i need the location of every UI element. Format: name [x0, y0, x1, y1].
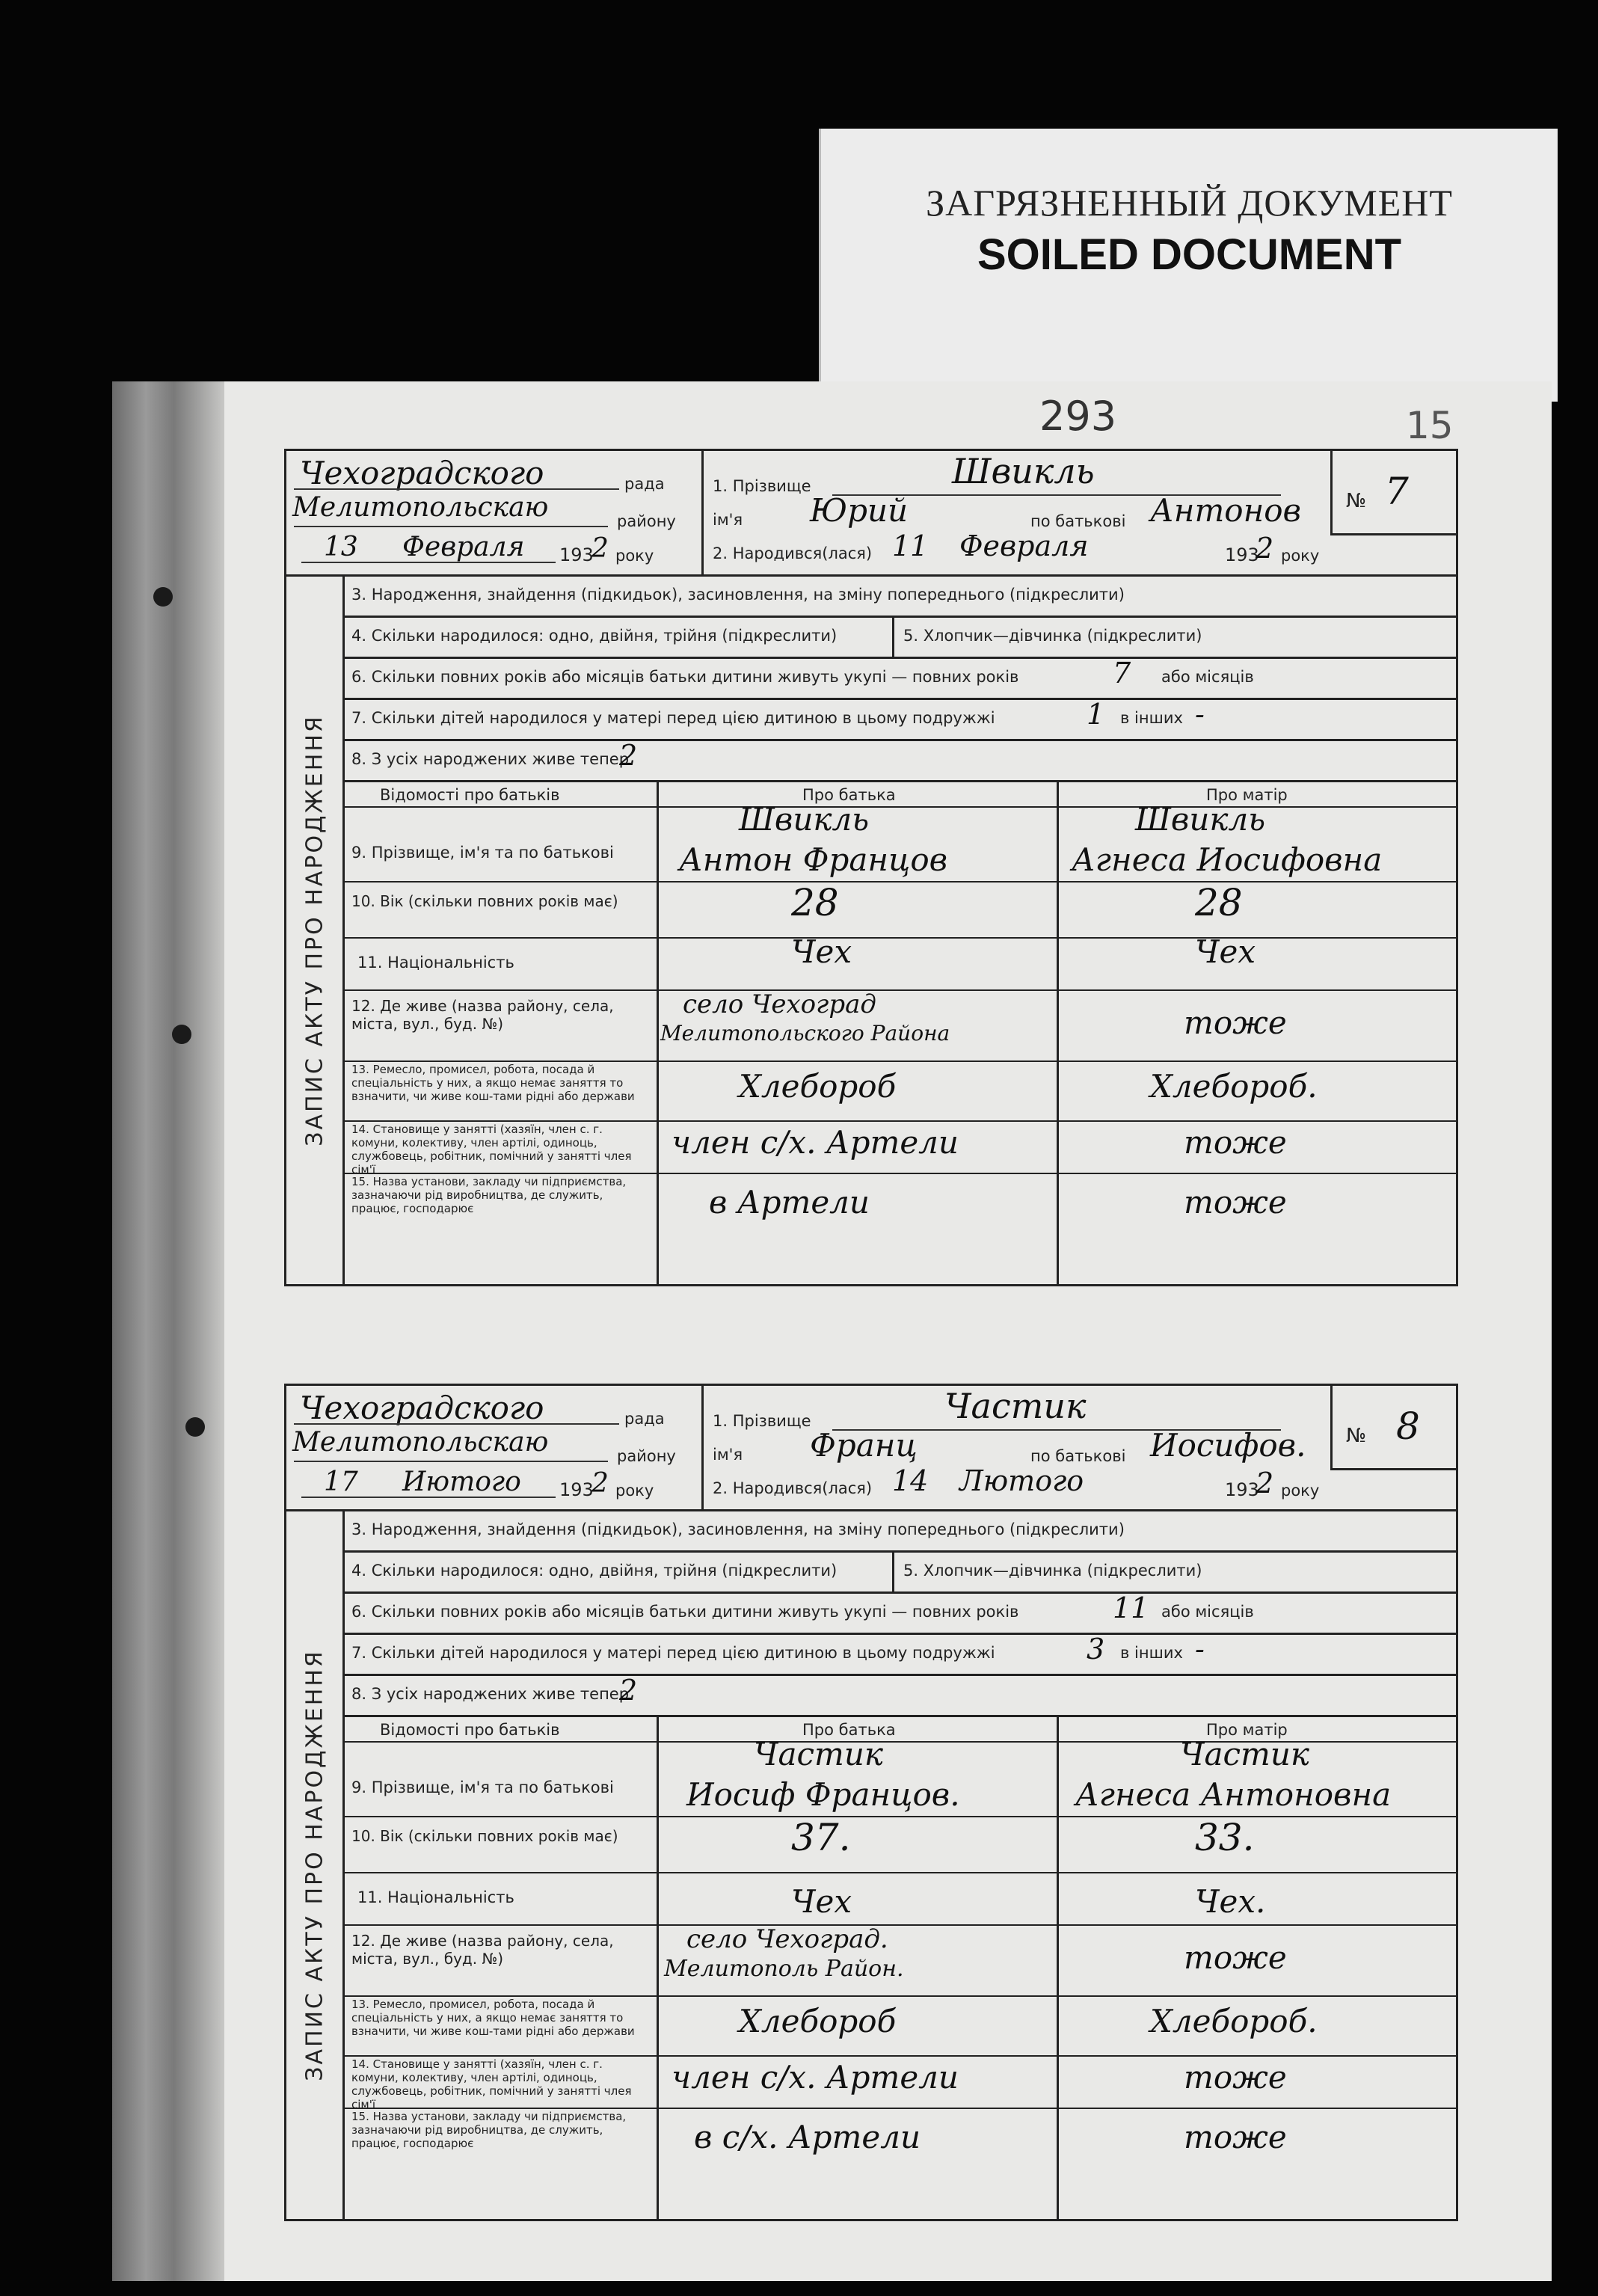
mother-age: 33.	[1195, 1816, 1255, 1859]
father-occupation: Хлебороб	[739, 2003, 897, 2039]
patronymic-label: по батькові	[1030, 1447, 1126, 1465]
father-status: член с/х. Артели	[672, 2059, 959, 2096]
number-sign: №	[1346, 490, 1367, 512]
birth-day: 11	[892, 530, 929, 562]
mother-status: тоже	[1184, 1124, 1287, 1161]
birth-day: 14	[892, 1464, 929, 1497]
soiled-label-english: SOILED DOCUMENT	[977, 230, 1402, 279]
mother-workplace: тоже	[1184, 2119, 1287, 2155]
born-label: 2. Народився(лася)	[713, 1479, 873, 1497]
council-name: Чехоградского	[300, 455, 544, 491]
roku-label: року	[615, 1482, 654, 1500]
roku-label: року	[1281, 547, 1320, 565]
child-name: Юрий	[810, 492, 909, 529]
children-other: -	[1195, 1633, 1205, 1666]
father-surname: Швикль	[739, 801, 870, 838]
district-name: Мелитопольскаю	[292, 1427, 549, 1458]
roku-label: року	[1281, 1482, 1320, 1500]
surname-label: 1. Прізвище	[713, 1412, 811, 1430]
years-together: 7	[1113, 657, 1131, 690]
father-workplace: в с/х. Артели	[694, 2119, 921, 2155]
row-3: 3. Народження, знайдення (підкидьок), засиновлення, на зміну попереднього (підкреслити)	[342, 574, 1456, 618]
mother-nationality: Чех.	[1195, 1883, 1266, 1920]
mother-surname: Частик	[1180, 1736, 1309, 1772]
birth-year-prefix: 193	[1225, 544, 1259, 565]
child-surname: Частик	[944, 1386, 1087, 1426]
number-sign: №	[1346, 1425, 1367, 1447]
father-surname: Частик	[754, 1736, 883, 1772]
rada-label: рада	[624, 475, 665, 493]
mother-occupation: Хлебороб.	[1150, 2003, 1318, 2039]
father-workplace: в Артели	[709, 1184, 870, 1221]
name-label: ім'я	[713, 1446, 743, 1464]
birth-record-form-2	[284, 1384, 1458, 2221]
patronymic-label: по батькові	[1030, 512, 1126, 530]
children-other: -	[1195, 698, 1205, 731]
row-3: 3. Народження, знайдення (підкидьок), засиновлення, на зміну попереднього (підкреслити)	[342, 1509, 1456, 1553]
name-label: ім'я	[713, 511, 743, 529]
soiled-document-label	[819, 129, 1558, 402]
mother-name: Агнеса Иосифовна	[1072, 841, 1383, 878]
raionu-label: району	[617, 512, 676, 530]
record-number: 8	[1396, 1405, 1420, 1448]
mother-status: тоже	[1184, 2059, 1287, 2096]
father-age: 37.	[791, 1816, 851, 1859]
birth-year-digit: 2	[1256, 532, 1274, 565]
record-number-box	[1330, 451, 1456, 535]
punch-hole	[185, 1417, 205, 1437]
registration-block	[286, 451, 704, 574]
registration-block	[286, 1386, 704, 1509]
father-residence-2: Мелитополь Район.	[664, 1956, 904, 1982]
children-before: 3	[1087, 1633, 1105, 1666]
mother-nationality: Чех	[1195, 933, 1256, 970]
punch-hole	[172, 1025, 191, 1044]
parents-table: Відомості про батьків Про батька Про матір 9. Прізвище, ім'я та по батькові Швикль Антон Францов Швикль Агнеса Иосифовна 10. Вік (скільки повних років має) 28 28 11. Національність Чех Чех 12. Де живе (назва району, села, міста, вул., буд. №) село Чехоград Мелитопольского Района тоже 13. Ремесло, промисел, робота, посада й спеціальність у них, а якщо немає заняття то взначити, чи живе кош-тами рідні або держави Хлебороб Хлебороб. 14. Становище у занятті (хазяїн, член с. г. комуни, колективу, член артілі, одиноць, службовець, робітник, помічний у занятті члея сім'ї член с/х. Артели тоже 15. Назва установи, закладу чи підприємства, зазначаючи рід виробництва, де служить, працює, господарює в Артели тоже	[342, 780, 1456, 1286]
mother-name: Агнеса Антоновна	[1075, 1776, 1392, 1813]
registration-year-prefix: 193	[559, 1479, 594, 1500]
registration-year-digit: 2	[591, 533, 609, 564]
father-residence-2: Мелитопольского Района	[660, 1021, 950, 1046]
binding-edge	[112, 381, 224, 2281]
rada-label: рада	[624, 1410, 665, 1428]
father-name: Антон Францов	[679, 841, 948, 878]
district-name: Мелитопольскаю	[292, 492, 549, 523]
side-title: ЗАПИС АКТУ ПРО НАРОДЖЕННЯ	[286, 574, 345, 1286]
child-patronymic: Иосифов.	[1150, 1427, 1306, 1464]
mother-workplace: тоже	[1184, 1184, 1287, 1221]
row-4-5: 4. Скільки народилося: одно, двійня, трійня (підкреслити) 5. Хлопчик—дівчинка (підкреслити)	[342, 1550, 1456, 1594]
father-residence-1: село Чехоград.	[686, 1924, 888, 1954]
father-age: 28	[791, 881, 839, 924]
registration-day: 13	[324, 532, 358, 562]
parents-table: Відомості про батьків Про батька Про матір 9. Прізвище, ім'я та по батькові Частик Иосиф Францов. Частик Агнеса Антоновна 10. Вік (скільки повних років має) 37. 33. 11. Національність Чех Чех. 12. Де живе (назва району, села, міста, вул., буд. №) село Чехоград. Мелитополь Район. тоже 13. Ремесло, промисел, робота, посада й спеціальність у них, а якщо немає заняття то взначити, чи живе кош-тами рідні або держави Хлебороб Хлебороб. 14. Становище у занятті (хазяїн, член с. г. комуни, колективу, член артілі, одиноць, службовець, робітник, помічний у занятті члея сім'ї член с/х. Артели тоже 15. Назва установи, закладу чи підприємства, зазначаючи рід виробництва, де служить, працює, господарює в с/х. Артели тоже	[342, 1715, 1456, 2221]
mother-residence: тоже	[1184, 1004, 1287, 1041]
row-7: 7. Скільки дітей народилося у матері перед цією дитиною в цьому подружжі 1 в інших -	[342, 698, 1456, 741]
corner-number: 15	[1406, 404, 1454, 447]
child-surname: Швикль	[952, 451, 1095, 491]
registration-year-prefix: 193	[559, 544, 594, 565]
roku-label: року	[615, 547, 654, 565]
children-before: 1	[1087, 698, 1105, 731]
row-8: 8. З усіх народжених живе тепер 2	[342, 739, 1456, 782]
record-header	[286, 451, 1456, 577]
born-label: 2. Народився(лася)	[713, 544, 873, 562]
row-7: 7. Скільки дітей народилося у матері перед цією дитиною в цьому подружжі 3 в інших -	[342, 1633, 1456, 1676]
father-nationality: Чех	[791, 933, 852, 970]
mother-surname: Швикль	[1135, 801, 1266, 838]
row-8: 8. З усіх народжених живе тепер 2	[342, 1674, 1456, 1717]
registration-month: Иютого	[402, 1467, 521, 1497]
father-residence-1: село Чехоград	[683, 989, 876, 1019]
record-number-box	[1330, 1386, 1456, 1470]
father-status: член с/х. Артели	[672, 1124, 959, 1161]
child-patronymic: Антонов	[1150, 492, 1301, 529]
surname-label: 1. Прізвище	[713, 477, 811, 495]
living-now: 2	[619, 739, 638, 772]
father-occupation: Хлебороб	[739, 1068, 897, 1105]
living-now: 2	[619, 1674, 638, 1707]
raionu-label: району	[617, 1447, 676, 1465]
row-6: 6. Скільки повних років або місяців батьки дитини живуть укупі — повних років 11 або місяців	[342, 1591, 1456, 1635]
registration-month: Февраля	[402, 532, 525, 562]
council-name: Чехоградского	[300, 1390, 544, 1426]
birth-month: Лютого	[959, 1464, 1084, 1497]
father-nationality: Чех	[791, 1883, 852, 1920]
soiled-label-russian: ЗАГРЯЗНЕННЫЙ ДОКУМЕНТ	[926, 182, 1453, 224]
record-number: 7	[1385, 470, 1409, 513]
birth-year-prefix: 193	[1225, 1479, 1259, 1500]
side-title: ЗАПИС АКТУ ПРО НАРОДЖЕННЯ	[286, 1509, 345, 2221]
birth-month: Февраля	[959, 530, 1089, 562]
mother-residence: тоже	[1184, 1939, 1287, 1976]
father-name: Иосиф Францов.	[686, 1776, 960, 1813]
years-together: 11	[1113, 1591, 1149, 1624]
registration-year-digit: 2	[591, 1468, 609, 1499]
mother-occupation: Хлебороб.	[1150, 1068, 1318, 1105]
registration-day: 17	[324, 1467, 358, 1497]
punch-hole	[153, 587, 173, 607]
row-6: 6. Скільки повних років або місяців батьки дитини живуть укупі — повних років 7 або місяців	[342, 657, 1456, 700]
record-header	[286, 1386, 1456, 1511]
child-name: Франц	[810, 1427, 918, 1464]
page-number: 293	[1039, 393, 1117, 440]
birth-year-digit: 2	[1256, 1467, 1274, 1500]
mother-age: 28	[1195, 881, 1243, 924]
birth-record-form-1	[284, 449, 1458, 1286]
row-4-5: 4. Скільки народилося: одно, двійня, трійня (підкреслити) 5. Хлопчик—дівчинка (підкреслити)	[342, 616, 1456, 659]
